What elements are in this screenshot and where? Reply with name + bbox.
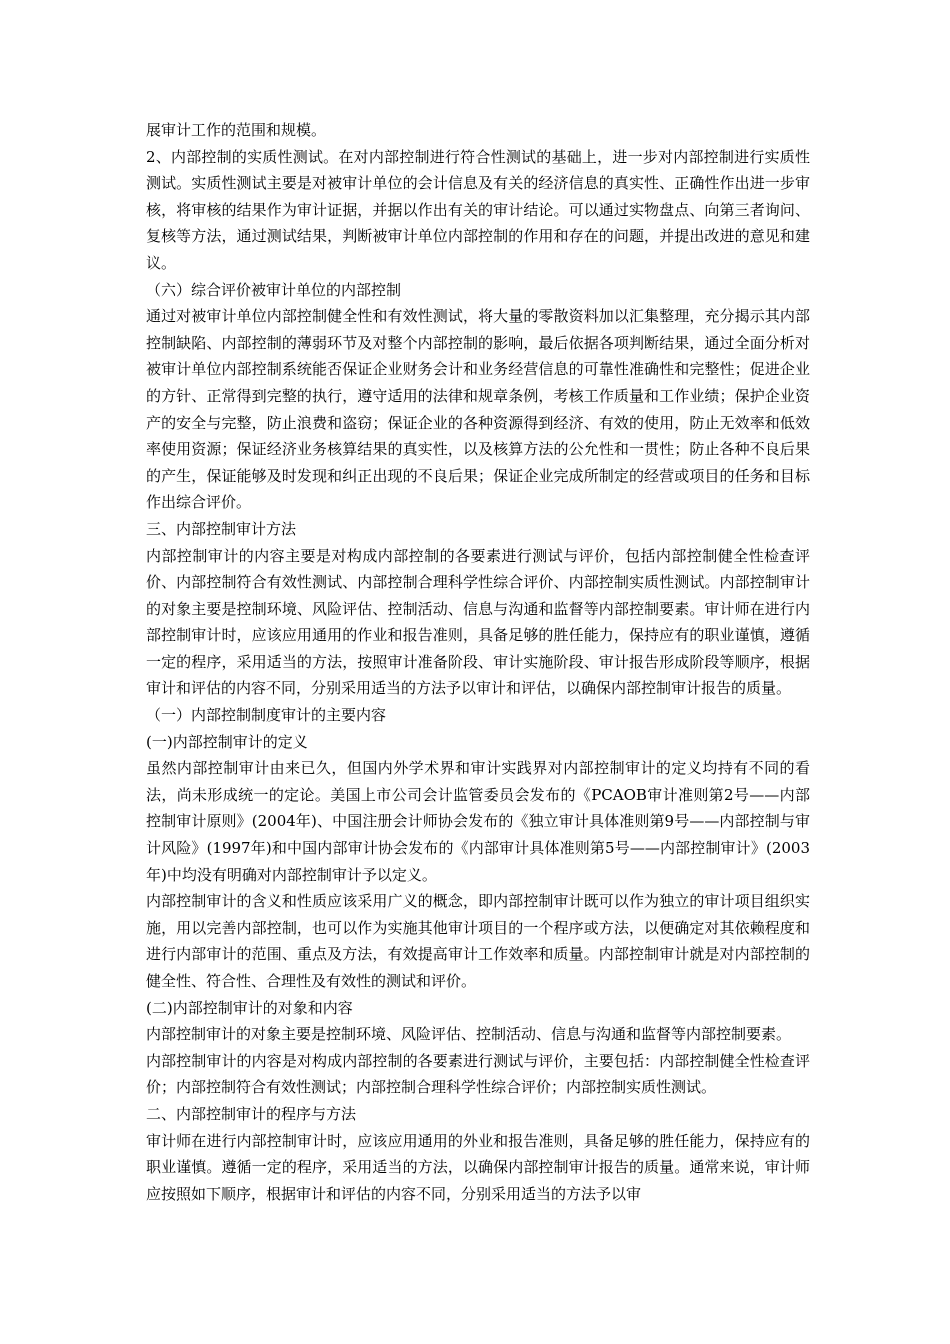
heading-audit-method: 三、内部控制审计方法 xyxy=(146,519,297,538)
paragraph-substantive-test: 2、内部控制的实质性测试。在对内部控制进行符合性测试的基础上，进一步对内部控制进行实质性测试。实质性测试主要是对被审计单位的会计信息及有关的经济信息的真实性、正确性作出进一步审核，将审核的结果作为审计证据，并据以作出有关的审计结论。可以通过实物盘点、向第三者询问、复核等方法，通过测试结果，判断被审计单位内部控制的作用和存在的问题，并提出改进的意见和建议。 xyxy=(146,147,810,272)
subheading-object-content: (二)内部控制审计的对象和内容 xyxy=(146,998,353,1017)
paragraph-definition: 虽然内部控制审计由来已久，但国内外学术界和审计实践界对内部控制审计的定义均持有不同的看法，尚未形成统一的定论。美国上市公司会计监管委员会发布的《PCAOB审计准则第2号——内部控制审计原则》(2004年)、中国注册会计师协会发布的《独立审计具体准则第9号——内部控制与审计风险》(1997年)和中国内部审计协会发布的《内部审计具体准则第5号——内部控制审计》(2003年)中均没有明确对内部控制审计予以定义。 xyxy=(146,759,810,884)
heading-comprehensive-evaluation: （六）综合评价被审计单位的内部控制 xyxy=(146,280,402,299)
heading-procedure-method: 二、内部控制审计的程序与方法 xyxy=(146,1104,357,1123)
subheading-definition: (一)内部控制审计的定义 xyxy=(146,732,308,751)
paragraph-content: 内部控制审计的内容是对构成内部控制的各要素进行测试与评价，主要包括：内部控制健全性检查评价；内部控制符合有效性测试；内部控制合理科学性综合评价；内部控制实质性测试。 xyxy=(146,1051,810,1097)
paragraph-object: 内部控制审计的对象主要是控制环境、风险评估、控制活动、信息与沟通和监督等内部控制要素。 xyxy=(146,1025,792,1044)
paragraph-comprehensive-evaluation: 通过对被审计单位内部控制健全性和有效性测试，将大量的零散资料加以汇集整理，充分揭示其内部控制缺陷、内部控制的薄弱环节及对整个内部控制的影响，最后依据各项判断结果，通过全面分析对被审计单位内部控制系统能否保证企业财务会计和业务经营信息的可靠性准确性和完整性；促进企业的方针、正常得到完整的执行，遵守适用的法律和规章条例，考核工作质量和工作业绩；保护企业资产的安全与完整，防止浪费和盗窃；保证企业的各种资源得到经济、有效的使用，防止无效率和低效率使用资源；保证经济业务核算结果的真实性，以及核算方法的公允性和一贯性；防止各种不良后果的产生，保证能够及时发现和纠正出现的不良后果；保证企业完成所制定的经营或项目的任务和目标作出综合评价。 xyxy=(146,307,810,512)
paragraph-meaning-nature: 内部控制审计的含义和性质应该采用广义的概念，即内部控制审计既可以作为独立的审计项目组织实施，用以完善内部控制，也可以作为实施其他审计项目的一个程序或方法，以便确定对其依赖程度和进行内部审计的范围、重点及方法，有效提高审计工作效率和质量。内部控制审计就是对内部控制的健全性、符合性、合理性及有效性的测试和评价。 xyxy=(146,892,810,990)
heading-main-content: （一）内部控制制度审计的主要内容 xyxy=(146,706,387,725)
paragraph-audit-method: 内部控制审计的内容主要是对构成内部控制的各要素进行测试与评价，包括内部控制健全性检查评价、内部控制符合有效性测试、内部控制合理科学性综合评价、内部控制实质性测试。内部控制审计的对象主要是控制环境、风险评估、控制活动、信息与沟通和监督等内部控制要素。审计师在进行内部控制审计时，应该应用通用的作业和报告准则，具备足够的胜任能力，保持应有的职业谨慎，遵循一定的程序，采用适当的方法，按照审计准备阶段、审计实施阶段、审计报告形成阶段等顺序，根据审计和评估的内容不同，分别采用适当的方法予以审计和评估，以确保内部控制审计报告的质量。 xyxy=(146,546,810,698)
document-page xyxy=(146,117,810,1207)
paragraph-procedure-method: 审计师在进行内部控制审计时，应该应用通用的外业和报告准则，具备足够的胜任能力，保持应有的职业谨慎。遵循一定的程序，采用适当的方法，以确保内部控制审计报告的质量。通常来说，审计师应按照如下顺序，根据审计和评估的内容不同，分别采用适当的方法予以审 xyxy=(146,1131,810,1203)
paragraph-continuation: 展审计工作的范围和规模。 xyxy=(146,121,327,139)
